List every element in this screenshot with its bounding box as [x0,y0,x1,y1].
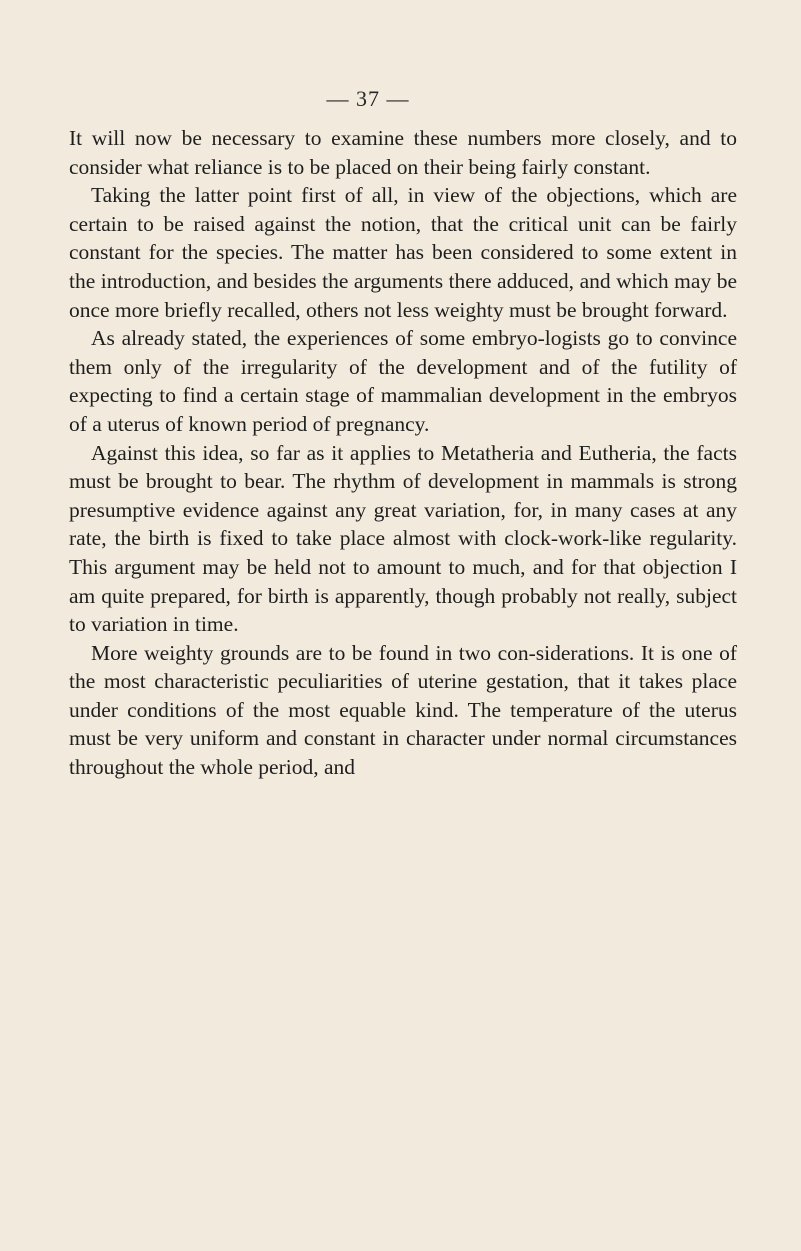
body-text [69,124,737,782]
paragraph: It will now be necessary to examine these numbers more closely, and to consider what reliance is to be placed on their being fairly constant. [69,126,737,179]
paragraph: More weighty grounds are to be found in two con-siderations. It is one of the most characteristic peculiarities of uterine gestation, that it takes place under conditions of the most equable kind. The temperature of the uterus must be very uniform and constant in character under normal circumstances throughout the whole period, and [69,640,737,780]
paragraph: As already stated, the experiences of some embryo-logists go to convince them only of the irregularity of the development and of the futility of expecting to find a certain stage of mammalian development in the embryos of a uterus of known period of pregnancy. [69,326,737,436]
paragraph: Taking the latter point first of all, in view of the objections, which are certain to be raised against the notion, that the critical unit can be fairly constant for the species. The matter has been considered to some extent in the introduction, and besides the arguments there adduced, and which may be once more briefly recalled, others not less weighty must be brought forward. [69,183,737,322]
paragraph: Against this idea, so far as it applies to Metatheria and Eutheria, the facts must be brought to bear. The rhythm of development in mammals is strong presumptive evidence against any great variation, for, in many cases at any rate, the birth is fixed to take place almost with clock-work-like regularity. This argument may be held not to amount to much, and for that objection I am quite prepared, for birth is apparently, though probably not really, subject to variation in time. [69,440,737,637]
page-number: — 37 — [326,86,410,111]
